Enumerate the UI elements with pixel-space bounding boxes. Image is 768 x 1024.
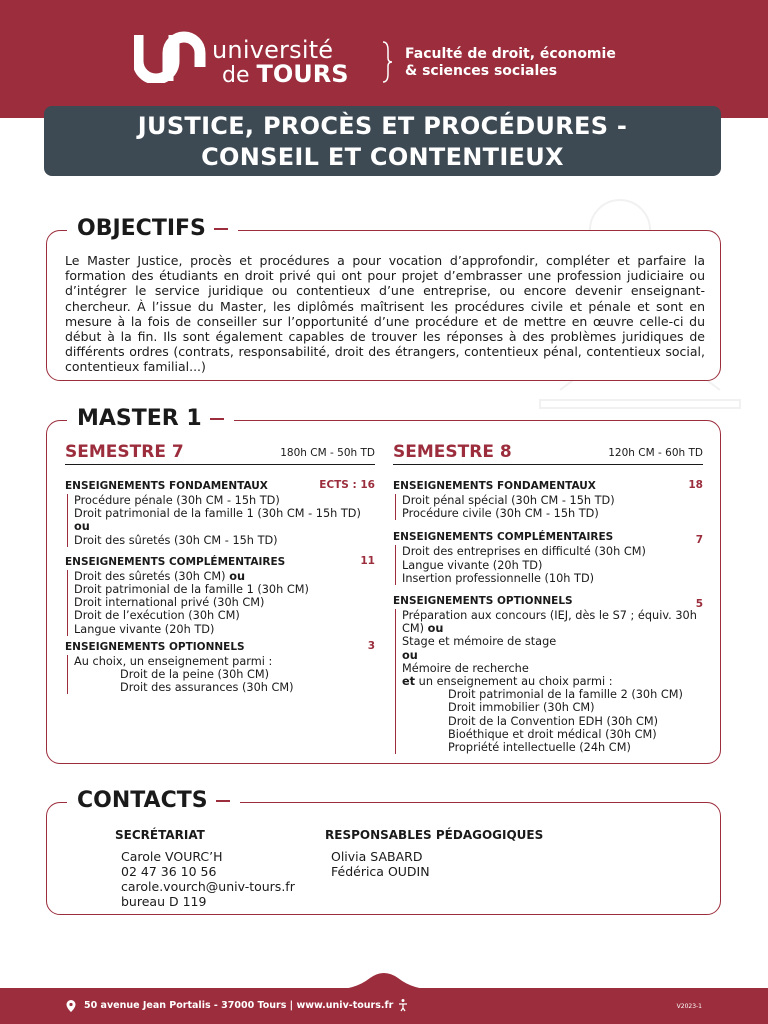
list-item: Droit des sûretés (30h CM - 15h TD) [74, 533, 278, 547]
secretariat-column [115, 827, 295, 909]
objectifs-heading: OBJECTIFS [67, 216, 238, 242]
list-item: Droit patrimonial de la famille 2 (30h CM) [448, 688, 683, 702]
list-item: Droit de la peine (30h CM) [120, 668, 270, 682]
contact-email[interactable]: carole.vourch@univ-tours.fr [121, 879, 295, 894]
footer-wave-decoration [0, 968, 768, 990]
semestre-8-column [393, 441, 703, 754]
university-logo-icon [134, 27, 206, 83]
sem8-fondamentaux-list [395, 494, 703, 520]
list-item: Droit de l’exécution (30h CM) [74, 609, 240, 623]
list-item: Stage et mémoire de stage [402, 635, 557, 649]
sem8-fondamentaux-heading: ENSEIGNEMENTS FONDAMENTAUX [393, 480, 596, 492]
sem7-optionnels-ects: 3 [367, 639, 375, 652]
responsables-heading: RESPONSABLES PÉDAGOGIQUES [325, 828, 544, 842]
faculty-line-1: Faculté de droit, économie [405, 46, 616, 62]
semestre-8-title: SEMESTRE 8 [393, 441, 518, 463]
list-item: Langue vivante (20h TD) [74, 622, 215, 636]
title-line-1: JUSTICE, PROCÈS ET PROCÉDURES - [137, 112, 628, 140]
semestre-7-title: SEMESTRE 7 [65, 441, 190, 463]
sem7-fondamentaux-heading: ENSEIGNEMENTS FONDAMENTAUX [65, 480, 268, 492]
objectifs-section [46, 216, 721, 381]
brace-separator-icon [380, 40, 394, 84]
list-item-text: Droit des sûretés (30h CM) [74, 569, 226, 583]
list-item: Procédure pénale (30h CM - 15h TD) [74, 494, 280, 507]
sem8-fondamentaux-block [393, 479, 703, 520]
sem8-complementaires-ects: 7 [695, 534, 703, 547]
sem8-optionnels-heading: ENSEIGNEMENTS OPTIONNELS [393, 595, 573, 608]
header-band [0, 0, 768, 118]
sem8-optionnels-block [393, 594, 703, 754]
responsable-name: Fédérica OUDIN [331, 864, 430, 879]
semestre-7-hours: 180h CM - 50h TD [274, 446, 375, 460]
list-item: Propriété intellectuelle (24h CM) [448, 741, 631, 755]
sem7-optionnels-block [65, 640, 375, 695]
sem7-optionnels-heading: ENSEIGNEMENTS OPTIONNELS [65, 640, 245, 653]
list-item: Bioéthique et droit médical (30h CM) [448, 727, 657, 741]
sem8-optionnels-ects: 5 [695, 598, 703, 611]
faculty-line-2: & sciences sociales [405, 63, 558, 79]
list-item-text: Droit patrimonial de la famille 1 (30h CM - 15h TD) [74, 507, 361, 521]
ou-connector: ou [74, 520, 90, 534]
list-item-text: un enseignement au choix parmi : [418, 675, 613, 689]
list-item [402, 675, 703, 688]
list-item: Mémoire de recherche [402, 661, 529, 675]
sem7-fondamentaux-list [67, 494, 375, 547]
list-item: Droit international privé (30h CM) [74, 596, 265, 610]
version-label: V2023-1 [676, 1003, 702, 1010]
logo-de-tours [222, 62, 349, 88]
sem8-complementaires-heading: ENSEIGNEMENTS COMPLÉMENTAIRES [393, 531, 614, 544]
logo-de: de [222, 63, 250, 88]
sem7-complementaires-block [65, 555, 375, 636]
sem8-complementaires-block [393, 530, 703, 585]
sem7-complementaires-ects: 11 [360, 554, 375, 567]
et-connector: et [402, 675, 416, 689]
semestre-8-header [393, 441, 703, 465]
responsable-name: Olivia SABARD [331, 849, 423, 864]
list-item: Droit des entreprises en difficulté (30h CM) [402, 545, 646, 559]
list-item: Langue vivante (20h TD) [402, 558, 543, 572]
list-item-text: CM) [402, 622, 425, 636]
list-item: Droit immobilier (30h CM) [448, 701, 595, 715]
logo-tours: TOURS [256, 60, 349, 88]
logo-universite: université [212, 36, 334, 64]
semestre-8-hours: 120h CM - 60h TD [602, 446, 703, 460]
list-item: Au choix, un enseignement parmi : [74, 654, 273, 668]
list-item: Insertion professionnelle (10h TD) [402, 571, 595, 585]
list-item: Procédure civile (30h CM - 15h TD) [402, 507, 599, 521]
list-item: Droit patrimonial de la famille 1 (30h CM) [74, 583, 309, 597]
contacts-heading: CONTACTS [67, 788, 240, 814]
list-item: Préparation aux concours (IEJ, dès le S7 ; équiv. 30h [402, 609, 697, 623]
semestre-7-column [65, 441, 375, 694]
sem7-fondamentaux-block [65, 479, 375, 547]
page-title [44, 106, 721, 176]
sem8-optionnels-list [395, 609, 703, 754]
master1-heading: MASTER 1 [67, 406, 234, 432]
title-line-2: CONSEIL ET CONTENTIEUX [201, 143, 564, 171]
ou-connector: ou [402, 648, 418, 662]
semestre-7-header [65, 441, 375, 465]
ou-connector: ou [229, 569, 245, 583]
list-item [74, 507, 375, 533]
list-item [402, 649, 703, 662]
footer-address[interactable]: 50 avenue Jean Portalis - 37000 Tours | www.univ-tours.fr [84, 1000, 394, 1011]
accessibility-icon [396, 998, 410, 1012]
sem7-optionnels-list [67, 655, 375, 695]
faculty-name [405, 46, 616, 80]
sem7-fondamentaux-ects: ECTS : 16 [319, 479, 375, 491]
contact-phone[interactable]: 02 47 36 10 56 [121, 864, 217, 879]
footer-band [0, 988, 768, 1024]
contact-office: bureau D 119 [121, 894, 207, 909]
sem7-complementaires-heading: ENSEIGNEMENTS COMPLÉMENTAIRES [65, 555, 286, 568]
ou-connector: ou [427, 622, 444, 636]
list-item: Droit des assurances (30h CM) [120, 681, 294, 695]
secretariat-heading: SECRÉTARIAT [115, 828, 205, 842]
master1-section [46, 406, 721, 764]
sem8-complementaires-list [395, 545, 703, 585]
sem7-complementaires-list [67, 570, 375, 636]
contacts-section [46, 788, 721, 915]
list-item [74, 570, 375, 583]
list-item: Droit de la Convention EDH (30h CM) [448, 714, 659, 728]
list-item: Droit pénal spécial (30h CM - 15h TD) [402, 494, 615, 507]
list-item [402, 622, 703, 635]
sem8-fondamentaux-ects: 18 [688, 479, 703, 491]
location-pin-icon [66, 1000, 76, 1012]
responsables-column [325, 827, 543, 879]
objectifs-text: Le Master Justice, procès et procédures a pour vocation d’approfondir, compléter et parfaire la formation des étudiants en droit privé qui ont pour projet d’embrasser une profession judiciaire ou d’intégrer le service juridique ou contentieux d’une entreprise, ou encore devenir enseignant-chercheur. À l’issue du Master, les diplômés maîtrisent les procédures civile et pénale et sont en mesure à la fois de conseiller sur l’opportunité d’une procédure et de mettre en œuvre celle-ci du début à la fin. Ils sont également capables de trouver les réponses à des problèmes juridiques de différents ordres (contrats, responsabilité, droit des étrangers, contentieux pénal, contentieux social, contentieux familial...) [65, 253, 705, 375]
contact-name: Carole VOURC’H [121, 849, 223, 864]
